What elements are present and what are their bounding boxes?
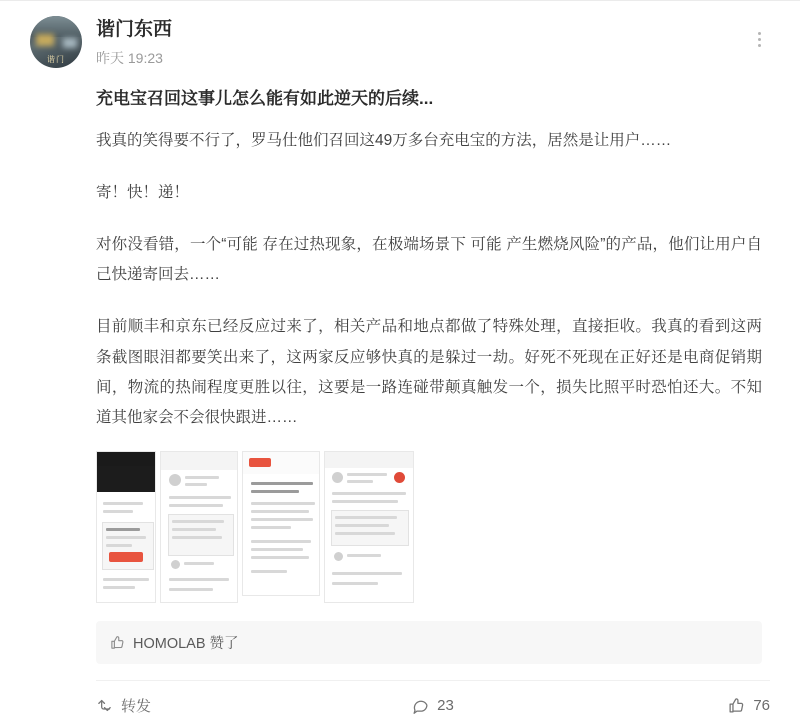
post-timestamp: 昨天 19:23 [96, 49, 163, 66]
avatar-glow-right [63, 38, 77, 48]
avatar[interactable] [30, 16, 82, 68]
post-paragraph-2: 寄！快！递！ [96, 183, 190, 201]
post-paragraph-4: 目前顺丰和京东已经反应过来了，相关产品和地点都做了特殊处理，直接拒收。我真的看到这两条截图眼泪都要笑出来了，这两家反应够快真的是躲过一劫。好死不死现在正好还是电商促销期间，物流的热闹程度更胜以往，这要是一路连碰带颠真触发一个，损失比照平时恐怕还大。不知道其他家会不会很快跟进…… [96, 318, 762, 427]
post-header [30, 0, 770, 68]
author-name[interactable]: 谐门东西 [96, 19, 173, 40]
repost-button[interactable] [96, 695, 321, 716]
post-body [96, 86, 770, 664]
more-dot [758, 44, 761, 47]
like-count: 76 [753, 697, 771, 715]
repost-icon [96, 697, 113, 714]
more-dot [758, 38, 761, 41]
comment-icon [412, 697, 429, 714]
screenshot-thumbnail-3[interactable] [242, 451, 320, 596]
thumbs-up-icon [110, 635, 125, 650]
screenshot-thumbnail-2[interactable] [160, 451, 238, 603]
avatar-label: 谐门 [47, 55, 65, 64]
more-vertical-icon[interactable] [748, 22, 770, 56]
thumbs-up-icon [728, 697, 745, 714]
post-paragraph-1: 我真的笑得要不行了，罗马仕他们召回这49万多台充电宝的方法，居然是让用户…… [96, 131, 672, 149]
screenshot-thumbnail-1[interactable] [96, 451, 156, 603]
like-button[interactable] [545, 697, 770, 714]
avatar-glow-left [36, 34, 54, 46]
post-paragraph-3: 对你没看错，一个“可能 存在过热现象，在极端场景下 可能 产生燃烧风险”的产品，他们让用户自己快递寄回去…… [96, 235, 762, 284]
more-dot [758, 32, 761, 35]
liked-by-strip[interactable] [96, 621, 762, 664]
screenshot-thumbnail-4[interactable] [324, 451, 414, 603]
post-action-bar [96, 680, 770, 716]
liked-by-text: HOMOLAB 赞了 [133, 636, 239, 653]
comment-count: 23 [437, 697, 454, 715]
comment-button[interactable] [321, 697, 546, 714]
author-meta [96, 16, 748, 66]
repost-label: 转发 [121, 698, 152, 716]
image-gallery [96, 451, 762, 603]
top-divider [0, 0, 800, 1]
post-title: 充电宝召回这事儿怎么能有如此逆天的后续... [96, 89, 434, 108]
